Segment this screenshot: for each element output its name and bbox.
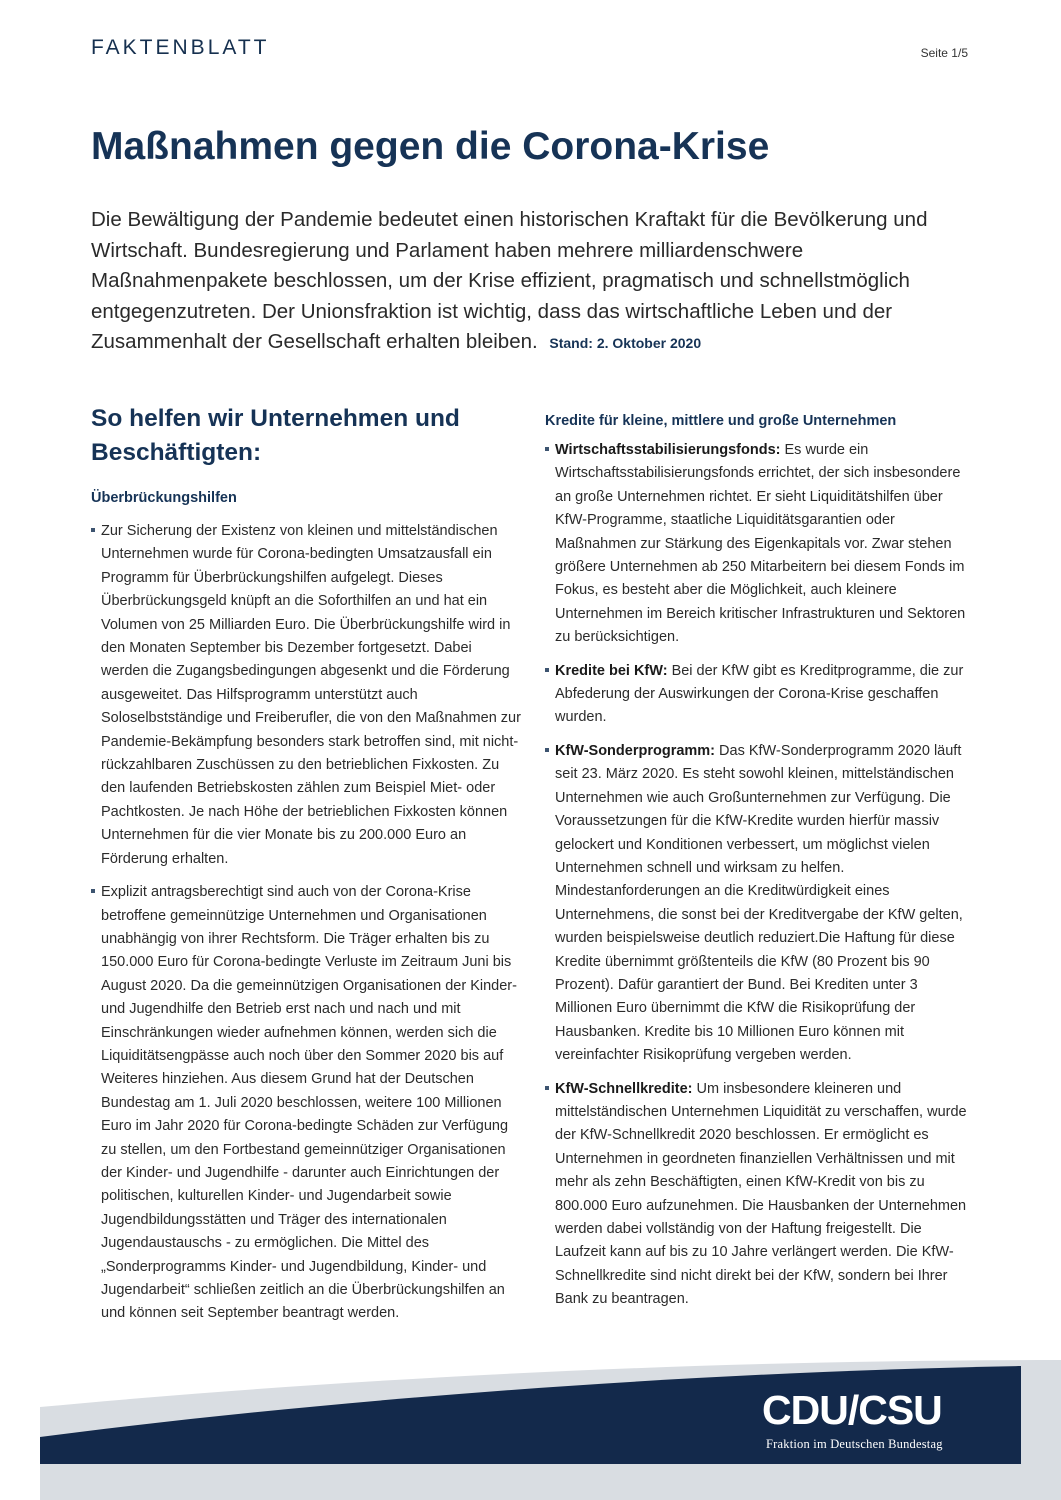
list-item-text: Bei der KfW gibt es Kreditprogramme, die zur Abfederung der Auswirkungen der Corona-Krise geschaffen wurden. [555,662,964,726]
list-item [545,1078,975,1312]
list-item [545,439,975,650]
list-item-lead: Wirtschaftsstabilisierungsfonds: [555,442,781,458]
bullet-square-icon [545,447,549,451]
bullet-square-icon [91,889,95,893]
intro-text: Die Bewältigung der Pandemie bedeutet einen historischen Kraftakt für die Bevölkerung und Wirtschaft. Bundesregierung und Parlament haben mehrere milliardenschwere Maßnahmenpakete beschlossen, um der Krise effizient, pragmatisch und schnellstmöglich entgegenzutreten. Der Unionsfraktion ist wichtig, dass das wirtschaftliche Leben und der Zusammenhalt der Gesellschaft erhalten bleiben. [91,208,928,353]
page-title: Maßnahmen gegen die Corona-Krise [91,125,770,168]
list-item [91,520,521,871]
list-item-text: Es wurde ein Wirtschaftsstabilisierungsfonds errichtet, der sich insbesondere an große Unternehmen richtet. Er sieht Liquiditätshilfen über KfW-Programme, staatliche Liquiditätsgarantien oder Maßnahmen zur Stärkung des Eigenkapitals vor. Zwar stehen größere Unternehmen ab 250 Mitarbeitern bei diesem Fonds im Fokus, es besteht aber die Möglichkeit, auch kleinere Unternehmen im Bereich kritischer Infrastrukturen und Sektoren zu berücksichtigen. [555,442,966,646]
list-item-lead: KfW-Schnellkredite: [555,1080,693,1097]
list-item-lead: Kredite bei KfW: [555,662,668,679]
bullet-square-icon [545,668,549,672]
document-type-label: FAKTENBLATT [91,36,270,59]
list-item-text: Um insbesondere kleineren und mittelständischen Unternehmen Liquidität zu verschaffen, wurde der KfW-Schnellkredit 2020 beschlossen. Er ermöglicht es Unternehmen in geordneten finanziellen Verhältnissen und mit mehr als zehn Beschäftigten, einen KfW-Kredit von bis zu 800.000 Euro aufzunehmen. Die Hausbanken der Unternehmen werden dabei vollständig von der Haftung freigestellt. Die Laufzeit kann auf bis zu 10 Jahre verlängert werden. Die KfW-Schnellkredite sind nicht direkt bei der KfW, sondern bei Ihrer Bank zu beantragen. [555,1080,967,1308]
bullet-square-icon [91,528,95,532]
cdu-csu-logo [762,1384,972,1434]
logo-wordmark: CDU/CSU [762,1387,942,1433]
subheading-bridging-aid: Überbrückungshilfen [91,490,237,506]
bullet-square-icon [545,1086,549,1090]
list-item [91,881,521,1326]
intro-paragraph [91,205,971,359]
right-column [545,402,975,1322]
logo-subtitle: Fraktion im Deutschen Bundestag [766,1437,943,1451]
page-number: Seite 1/5 [920,46,968,60]
section-heading: So helfen wir Unternehmen und Beschäftigten: [91,405,460,466]
list-item-lead: KfW-Sonderprogramm: [555,742,716,759]
list-item-text: Das KfW-Sonderprogramm 2020 läuft seit 23. März 2020. Es steht sowohl kleinen, mittelständischen Unternehmen wie auch Großunternehmen zur Verfügung. Die Voraussetzungen für die KfW-Kredite wurden hierfür massiv gelockert und Konditionen verbessert, um möglichst vielen Unternehmen schnell und wirksam zu helfen. Mindestanforderungen an die Kreditwürdigkeit eines Unternehmens, die sonst bei der Kreditvergabe der KfW gelten, wurden beispielsweise deutlich reduziert.Die Haftung für diese Kredite übernimmt größtenteils die KfW (80 Prozent bis 90 Prozent). Dafür garantiert der Bund. Bei Krediten unter 3 Millionen Euro übernimmt die KfW die Risikoprüfung der Hausbanken. Kredite bis 10 Millionen Euro können mit vereinfachter Risikoprüfung vergeben werden. [555,742,963,1064]
list-item-text: Zur Sicherung der Existenz von kleinen und mittelständischen Unternehmen wurde für Corona-bedingten Umsatzausfall ein Programm für Überbrückungshilfen aufgelegt. Dieses Überbrückungsgeld knüpft an die Soforthilfen an und hat ein Volumen von 25 Milliarden Euro. Die Überbrückungshilfe wird in den Monaten September bis Dezember fortgesetzt. Dabei werden die Zugangsbedingungen abgesenkt und die Förderung ausgeweitet. Das Hilfsprogramm unterstützt auch Soloselbstständige und Freiberufler, die von den Maßnahmen zur Pandemie-Bekämpfung besonders stark betroffen sind, mit nicht-rückzahlbaren Zuschüssen zu den betrieblichen Fixkosten. Zu den laufenden Betriebskosten zählen zum Beispiel Miet- oder Pachtkosten. Je nach Höhe der betrieblichen Fixkosten können Unternehmen für die vier Monate bis zu 200.000 Euro an Förderung erhalten. [101,523,521,867]
list-item-text: Explizit antragsberechtigt sind auch von der Corona-Krise betroffene gemeinnützige Unternehmen und Organisationen unabhängig von ihrer Rechtsform. Die Träger erhalten bis zu 150.000 Euro für Corona-bedingte Verluste im Zeitraum Juni bis August 2020. Da die gemeinnützigen Organisationen der Kinder- und Jugendhilfe den Betrieb erst nach und nach und mit Einschränkungen wieder aufnehmen können, werden sich die Liquiditätsengpässe auch noch über den Sommer 2020 bis auf Weiteres hinziehen. Aus diesem Grund hat der Deutschen Bundestag am 1. Juli 2020 beschlossen, weitere 100 Millionen Euro im Jahr 2020 für Corona-bedingte Schäden zur Verfügung zu stellen, um den Fortbestand gemeinnütziger Organisationen der Kinder- und Jugendhilfe - darunter auch Einrichtungen der politischen, kulturellen Kinder- und Jugendarbeit sowie Jugendbildungsstätten und Träger des internationalen Jugendaustauschs - zu ermöglichen. Die Mittel des „Sonderprogramms Kinder- und Jugendbildung, Kinder- und Jugendarbeit“ schließen zeitlich an die Überbrückungshilfen an und können seit September beantragt werden. [101,884,517,1322]
status-date: Stand: 2. Oktober 2020 [549,335,702,351]
left-column [91,402,521,1336]
bullet-square-icon [545,748,549,752]
list-item [545,740,975,1068]
subheading-loans: Kredite für kleine, mittlere und große Unternehmen [545,413,897,429]
list-item [545,660,975,730]
